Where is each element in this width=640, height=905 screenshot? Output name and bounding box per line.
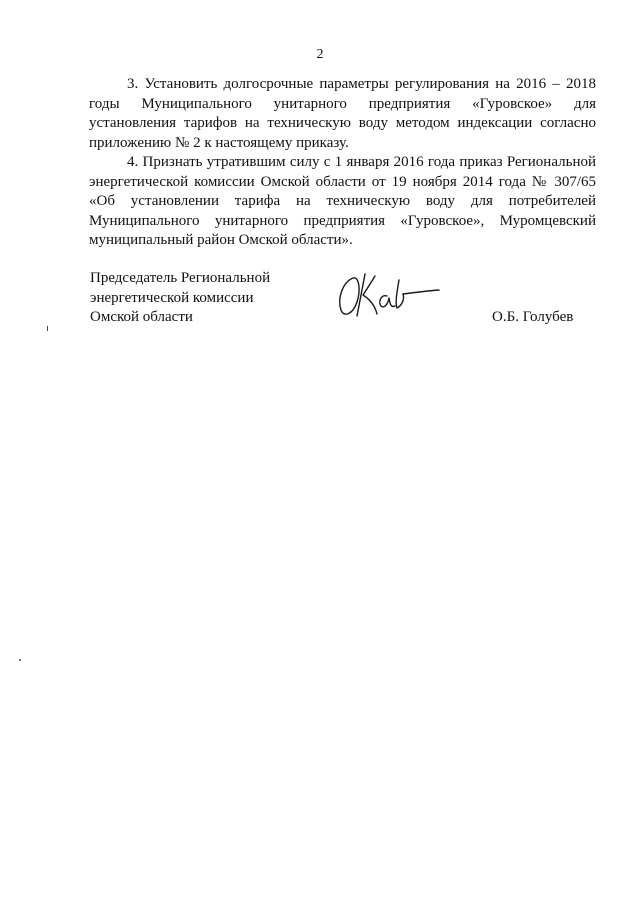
handwritten-signature xyxy=(335,262,445,322)
signatory-title xyxy=(90,269,270,328)
scan-mark xyxy=(47,326,48,331)
signatory-title-line: Омской области xyxy=(90,309,193,325)
document-body xyxy=(89,75,596,251)
signatory-title-line: Председатель Региональной xyxy=(90,270,271,286)
scan-speck xyxy=(19,659,21,661)
paragraph-3: 3. Установить долгосрочные параметры регулирования на 2016 – 2018 годы Муниципального унитарного предприятия «Гуровское» для установления тарифов на техническую воду методом индексации согласно приложению № 2 к настоящему приказу. xyxy=(89,76,596,151)
signatory-name: О.Б. Голубев xyxy=(492,309,574,325)
paragraph-4: 4. Признать утратившим силу с 1 января 2016 года приказ Региональной энергетической комиссии Омской области от 19 ноября 2014 года № 307/65 «Об установлении тарифа на техническую воду для потребителей Муниципального унитарного предприятия «Гуровское», Муромцевский муниципальный район Омской области». xyxy=(89,154,596,248)
page-number: 2 xyxy=(316,47,324,62)
signatory-title-line: энергетической комиссии xyxy=(90,289,254,306)
